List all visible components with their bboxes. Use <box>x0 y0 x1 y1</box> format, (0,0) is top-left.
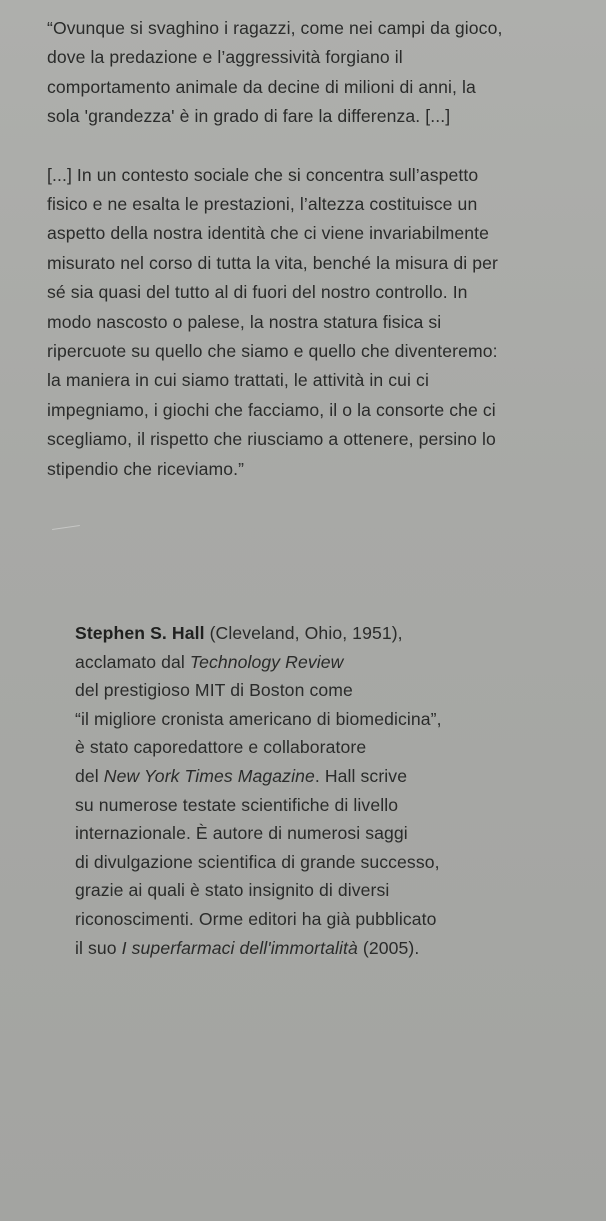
bio-line <box>75 934 585 963</box>
quote-paragraph-2 <box>47 161 595 484</box>
quote-line: stipendio che riceviamo.” <box>47 458 245 479</box>
author-birth-info: (Cleveland, Ohio, 1951), <box>204 623 403 643</box>
bio-line: è stato caporedattore e collaboratore <box>75 737 367 758</box>
quote-paragraph-1 <box>47 14 595 132</box>
quote-line: [...] In un contesto sociale che si concentra sull’aspetto <box>47 164 479 185</box>
bio-text: (2005). <box>357 937 420 958</box>
quote-line: scegliamo, il rispetto che riusciamo a ottenere, persino lo <box>47 429 496 450</box>
bio-text: . Hall scrive <box>314 765 408 786</box>
publication-title: New York Times Magazine <box>103 765 315 786</box>
bio-line: internazionale. È autore di numerosi saggi <box>75 823 408 844</box>
author-biography <box>75 619 585 962</box>
bio-line <box>75 619 585 648</box>
quote-line: ripercuote su quello che siamo e quello che diventeremo: <box>47 341 498 362</box>
quote-line: la maniera in cui siamo trattati, le attività in cui ci <box>47 370 429 391</box>
bio-line <box>75 648 585 677</box>
quote-line: dove la predazione e l’aggressività forgiano il <box>47 47 403 68</box>
quote-line: fisico e ne esalta le prestazioni, l’altezza costituisce un <box>47 194 478 215</box>
quote-line: modo nascosto o palese, la nostra statura fisica si <box>47 311 442 332</box>
author-name: Stephen S. Hall <box>75 623 205 643</box>
bio-line: del prestigioso MIT di Boston come <box>75 680 353 701</box>
bio-line <box>75 762 585 791</box>
cover-quote <box>47 14 595 484</box>
bio-text: acclamato dal <box>75 651 190 672</box>
bio-line: su numerose testate scientifiche di livello <box>75 794 399 815</box>
bio-line: riconoscimenti. Orme editori ha già pubblicato <box>75 908 437 929</box>
quote-line: sola 'grandezza' è in grado di fare la differenza. [...] <box>47 106 451 127</box>
bio-line: “il migliore cronista americano di biomedicina”, <box>75 708 442 729</box>
quote-line: misurato nel corso di tutta la vita, benché la misura di per <box>47 252 498 273</box>
quote-line: aspetto della nostra identità che ci viene invariabilmente <box>47 223 489 244</box>
quote-line: “Ovunque si svaghino i ragazzi, come nei campi da gioco, <box>47 18 503 38</box>
bio-line: grazie ai quali è stato insignito di diversi <box>75 880 390 901</box>
bio-line: di divulgazione scientifica di grande successo, <box>75 851 440 872</box>
bio-text: del <box>75 765 104 786</box>
publication-title: Technology Review <box>189 651 344 672</box>
paper-scuff-mark <box>52 525 80 530</box>
quote-line: sé sia quasi del tutto al di fuori del nostro controllo. In <box>47 282 468 303</box>
bio-text: il suo <box>75 937 122 958</box>
quote-line: impegniamo, i giochi che facciamo, il o la consorte che ci <box>47 399 496 420</box>
book-title: I superfarmaci dell'immortalità <box>121 937 358 958</box>
quote-line: comportamento animale da decine di milioni di anni, la <box>47 76 476 97</box>
